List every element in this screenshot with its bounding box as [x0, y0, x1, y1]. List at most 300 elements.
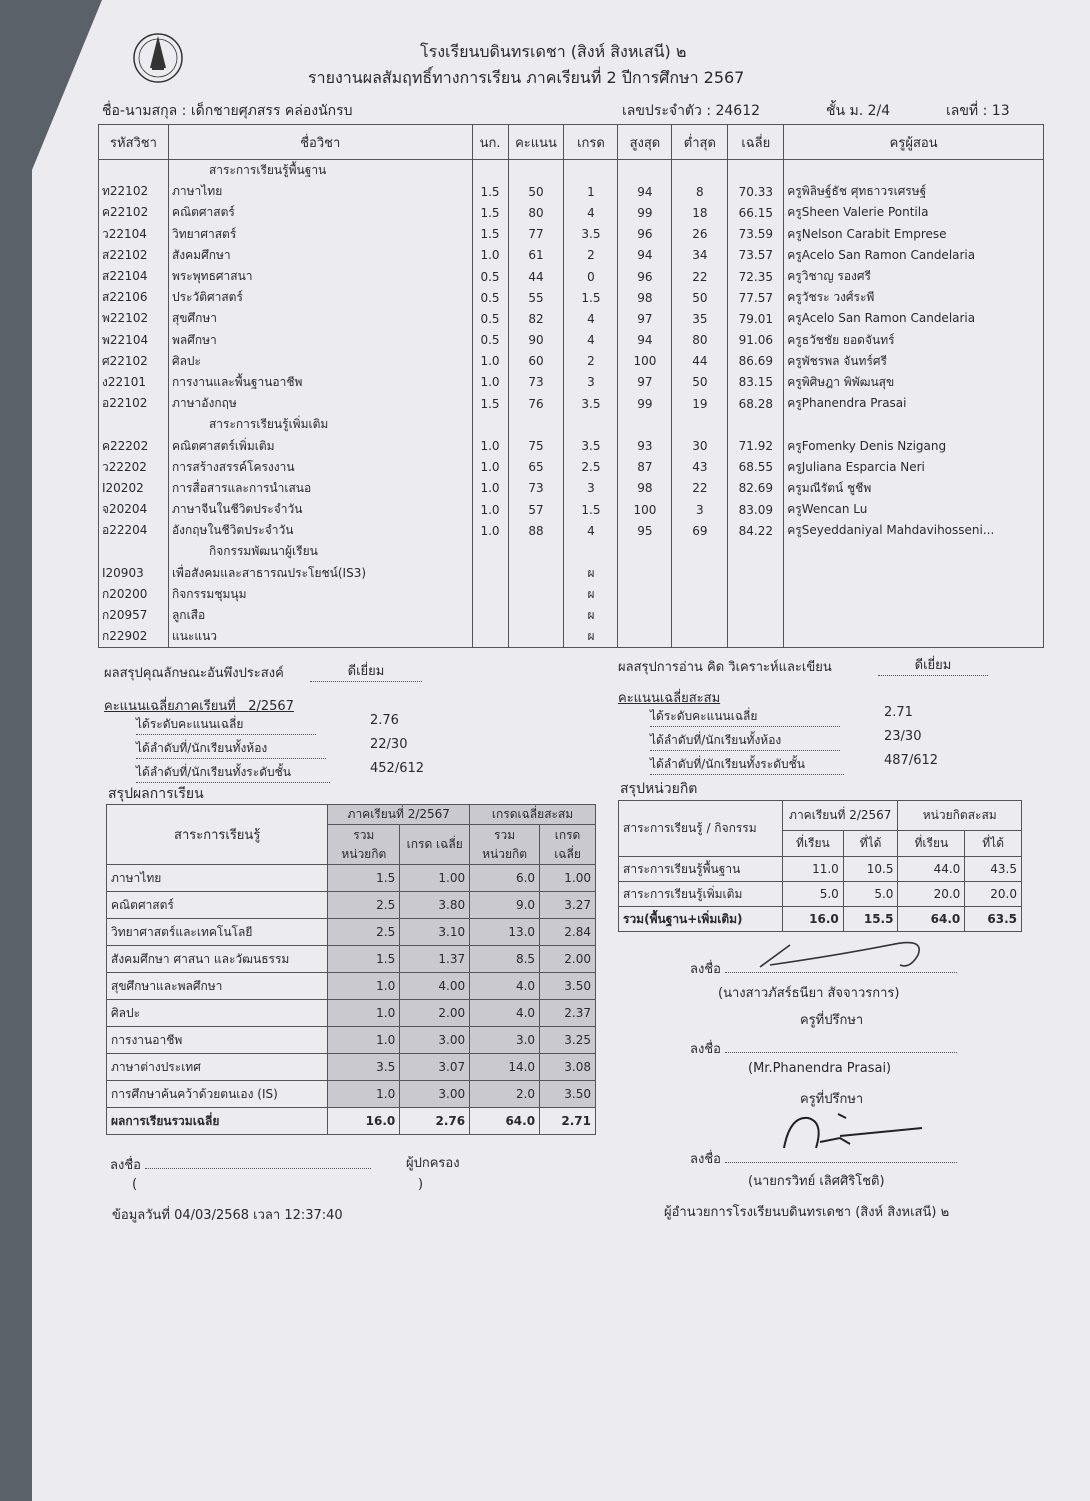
empty-cell	[728, 626, 784, 648]
summary-cell: 3.00	[400, 1081, 470, 1108]
empty-cell	[784, 605, 1044, 626]
grades-header-row	[99, 125, 1044, 160]
subject-row	[99, 393, 1044, 414]
subject-row	[99, 330, 1044, 351]
summary-cell: 3.10	[400, 919, 470, 946]
credits-h-cum: หน่วยกิตสะสม	[898, 801, 1022, 831]
subject-cell: ภาษาไทย	[168, 181, 472, 202]
summary-total-cell: 64.0	[470, 1108, 540, 1135]
cum-level-rank-label: ได้ลำดับที่/นักเรียนทั้งระดับชั้น	[650, 755, 844, 775]
subject-cell: 8	[672, 181, 728, 202]
subject-cell: 0.5	[472, 287, 508, 308]
cum-level-rank: 487/612	[884, 753, 939, 768]
subject-cell: 1.0	[472, 478, 508, 499]
subject-cell: 100	[618, 351, 672, 372]
col-header: คะแนน	[508, 125, 564, 160]
subject-cell: 3.5	[564, 224, 618, 245]
empty-cell	[472, 584, 508, 605]
empty-cell	[618, 605, 672, 626]
subject-cell: จ20204	[99, 499, 169, 520]
summary-h-area: สาระการเรียนรู้	[107, 805, 328, 865]
subject-cell: 99	[618, 202, 672, 223]
subject-cell: 1	[564, 181, 618, 202]
subject-cell: 100	[618, 499, 672, 520]
subject-cell: 94	[618, 181, 672, 202]
empty-cell	[672, 414, 728, 435]
credits-total-row	[619, 907, 1022, 932]
advisor1-name: (นางสาวภัสร์ธนียา สัจจาวรการ)	[718, 986, 900, 1001]
subject-cell: 3	[564, 478, 618, 499]
subject-cell: ส22104	[99, 266, 169, 287]
summary-cell: 6.0	[470, 865, 540, 892]
group-row	[99, 160, 1044, 182]
summary-cell: การงานอาชีพ	[107, 1027, 328, 1054]
subject-cell: ครูAcelo San Ramon Candelaria	[784, 308, 1044, 329]
char-value: ดีเยี่ยม	[310, 660, 422, 682]
col-header: นก.	[472, 125, 508, 160]
student-id: เลขประจำตัว : 24612	[622, 103, 761, 119]
col-header: ครูผู้สอน	[784, 125, 1044, 160]
subject-cell: 0.5	[472, 330, 508, 351]
empty-cell	[508, 414, 564, 435]
student-number: เลขที่ : 13	[946, 103, 1010, 119]
credits-h-studied: ที่เรียน	[783, 831, 844, 857]
summary-title: สรุปผลการเรียน	[108, 786, 204, 802]
subject-cell: 22	[672, 266, 728, 287]
subject-cell: 55	[508, 287, 564, 308]
summary-row	[107, 1054, 596, 1081]
summary-cell: 3.5	[328, 1054, 400, 1081]
summary-cell: 1.0	[328, 1027, 400, 1054]
cum-gpa: 2.71	[884, 705, 913, 720]
subject-cell: พ22104	[99, 330, 169, 351]
subject-row	[99, 435, 1044, 456]
empty-cell	[472, 563, 508, 584]
subject-cell: 3.5	[564, 435, 618, 456]
subject-cell: 1.0	[472, 372, 508, 393]
subject-cell: 1.5	[472, 224, 508, 245]
summary-cell: 4.0	[470, 1000, 540, 1027]
empty-cell	[672, 605, 728, 626]
subject-cell: 69	[672, 520, 728, 541]
empty-cell	[672, 563, 728, 584]
summary-cell: 8.5	[470, 946, 540, 973]
summary-cell: 3.0	[470, 1027, 540, 1054]
credits-cell: 43.5	[965, 857, 1022, 882]
empty-cell	[618, 563, 672, 584]
subject-cell: 97	[618, 372, 672, 393]
subject-cell: 76	[508, 393, 564, 414]
summary-cell: การศึกษาค้นคว้าด้วยตนเอง (IS)	[107, 1081, 328, 1108]
empty-cell	[784, 414, 1044, 435]
subject-cell: พลศึกษา	[168, 330, 472, 351]
subject-cell: ศิลปะ	[168, 351, 472, 372]
empty-cell	[472, 626, 508, 648]
summary-cell: 1.0	[328, 1000, 400, 1027]
subject-cell: 73.59	[728, 224, 784, 245]
credits-total-cell: 64.0	[898, 907, 965, 932]
summary-cell: 1.0	[328, 1081, 400, 1108]
subject-cell: 98	[618, 478, 672, 499]
summary-cell: 1.5	[328, 946, 400, 973]
subject-cell: อังกฤษในชีวิตประจำวัน	[168, 520, 472, 541]
school-name: โรงเรียนบดินทรเดชา (สิงห์ สิงหเสนี) ๒	[420, 42, 687, 61]
subject-cell: 86.69	[728, 351, 784, 372]
subject-cell: 18	[672, 202, 728, 223]
subject-cell: 4	[564, 202, 618, 223]
subject-row	[99, 478, 1044, 499]
subject-cell: 1.0	[472, 520, 508, 541]
subject-cell: 1.5	[472, 202, 508, 223]
activity-name: ลูกเสือ	[168, 605, 472, 626]
advisor2-role: ครูที่ปรึกษา	[800, 1092, 864, 1107]
summary-h-cum-credits: รวม หน่วยกิต	[470, 825, 540, 865]
subject-cell: ครูWencan Lu	[784, 499, 1044, 520]
summary-cell: 1.37	[400, 946, 470, 973]
subject-cell: 0	[564, 266, 618, 287]
subject-cell: 3	[564, 372, 618, 393]
group-label: กิจกรรมพัฒนาผู้เรียน	[168, 541, 472, 562]
subject-cell: ครูNelson Carabit Emprese	[784, 224, 1044, 245]
subject-cell: วิทยาศาสตร์	[168, 224, 472, 245]
summary-cell: 2.00	[400, 1000, 470, 1027]
summary-cell: 2.00	[540, 946, 596, 973]
subject-cell: คณิตศาสตร์เพิ่มเติม	[168, 435, 472, 456]
summary-total-cell: 16.0	[328, 1108, 400, 1135]
empty-cell	[728, 160, 784, 182]
subject-cell: 80	[508, 202, 564, 223]
empty-cell	[564, 160, 618, 182]
empty-cell	[508, 563, 564, 584]
subject-cell: ครูSeyeddaniyal Mahdavihosseni...	[784, 520, 1044, 541]
subject-cell: 34	[672, 245, 728, 266]
summary-cell: 3.50	[540, 1081, 596, 1108]
summary-cell: 3.08	[540, 1054, 596, 1081]
empty-cell	[508, 605, 564, 626]
subject-cell: การสื่อสารและการนำเสนอ	[168, 478, 472, 499]
subject-cell: 82	[508, 308, 564, 329]
empty-cell	[728, 563, 784, 584]
cum-avg-title: คะแนนเฉลี่ยสะสม	[618, 691, 721, 706]
subject-cell: 1.0	[472, 457, 508, 478]
subject-cell: 50	[508, 181, 564, 202]
subject-cell: 1.0	[472, 351, 508, 372]
subject-row	[99, 520, 1044, 541]
empty-cell	[672, 626, 728, 648]
summary-cell: 3.25	[540, 1027, 596, 1054]
empty-cell	[472, 160, 508, 182]
subject-cell: 91.06	[728, 330, 784, 351]
summary-table	[106, 804, 596, 1135]
summary-h-cum: เกรดเฉลี่ยสะสม	[470, 805, 596, 825]
subject-cell: 65	[508, 457, 564, 478]
subject-cell: ภาษาอังกฤษ	[168, 393, 472, 414]
summary-row	[107, 1081, 596, 1108]
summary-total-cell: ผลการเรียนรวมเฉลี่ย	[107, 1108, 328, 1135]
summary-total-cell: 2.71	[540, 1108, 596, 1135]
subject-cell: ครูมณีรัตน์ ชูชีพ	[784, 478, 1044, 499]
empty-cell	[508, 584, 564, 605]
parent-paren-close: )	[418, 1177, 424, 1192]
subject-cell: 77	[508, 224, 564, 245]
subject-cell: 30	[672, 435, 728, 456]
credits-cell: สาระการเรียนรู้พื้นฐาน	[619, 857, 783, 882]
activity-row	[99, 563, 1044, 584]
summary-cell: 3.80	[400, 892, 470, 919]
summary-cell: 4.00	[400, 973, 470, 1000]
summary-row	[107, 1027, 596, 1054]
subject-cell: 50	[672, 372, 728, 393]
group-code-cell	[99, 160, 169, 182]
subject-cell: ครูธวัชชัย ยอดจันทร์	[784, 330, 1044, 351]
summary-row	[107, 946, 596, 973]
col-header: ต่ำสุด	[672, 125, 728, 160]
summary-cell: 4.0	[470, 973, 540, 1000]
subject-cell: ค22102	[99, 202, 169, 223]
group-label: สาระการเรียนรู้เพิ่มเติม	[168, 414, 472, 435]
subject-cell: 95	[618, 520, 672, 541]
term-level-rank: 452/612	[370, 761, 425, 776]
subject-cell: 68.28	[728, 393, 784, 414]
credits-cell: 5.0	[843, 882, 898, 907]
activity-code: ก20957	[99, 605, 169, 626]
activity-result: ผ	[564, 626, 618, 648]
summary-h-term: ภาคเรียนที่ 2/2567	[328, 805, 470, 825]
subject-row	[99, 224, 1044, 245]
summary-cell: 2.37	[540, 1000, 596, 1027]
subject-cell: 87	[618, 457, 672, 478]
subject-cell: 94	[618, 330, 672, 351]
parent-sign: ลงชื่อ	[110, 1154, 371, 1175]
subject-cell: ครูวัชระ วงศ์ระพี	[784, 287, 1044, 308]
subject-cell: 98	[618, 287, 672, 308]
subject-cell: 0.5	[472, 308, 508, 329]
summary-cell: 13.0	[470, 919, 540, 946]
subject-cell: ง22101	[99, 372, 169, 393]
subject-cell: 57	[508, 499, 564, 520]
summary-total-row	[107, 1108, 596, 1135]
summary-cell: 2.0	[470, 1081, 540, 1108]
summary-row	[107, 892, 596, 919]
credits-cell: 20.0	[898, 882, 965, 907]
subject-cell: 50	[672, 287, 728, 308]
empty-cell	[672, 541, 728, 562]
empty-cell	[472, 605, 508, 626]
subject-cell: 1.0	[472, 435, 508, 456]
group-code-cell	[99, 414, 169, 435]
subject-cell: 44	[672, 351, 728, 372]
activity-result: ผ	[564, 584, 618, 605]
subject-cell: 97	[618, 308, 672, 329]
empty-cell	[618, 541, 672, 562]
credits-total-cell: 15.5	[843, 907, 898, 932]
activity-name: แนะแนว	[168, 626, 472, 648]
summary-cell: สุขศึกษาและพลศึกษา	[107, 973, 328, 1000]
summary-cell: 3.27	[540, 892, 596, 919]
subject-cell: ภาษาจีนในชีวิตประจำวัน	[168, 499, 472, 520]
credits-total-cell: รวม(พื้นฐาน+เพิ่มเติม)	[619, 907, 783, 932]
subject-cell: 83.15	[728, 372, 784, 393]
empty-cell	[618, 584, 672, 605]
data-date: ข้อมูลวันที่ 04/03/2568 เวลา 12:37:40	[112, 1208, 343, 1223]
subject-row	[99, 499, 1044, 520]
summary-cell: 2.84	[540, 919, 596, 946]
subject-cell: 66.15	[728, 202, 784, 223]
credits-cell: 10.5	[843, 857, 898, 882]
summary-row	[107, 865, 596, 892]
subject-row	[99, 308, 1044, 329]
empty-cell	[508, 160, 564, 182]
summary-cell: 3.00	[400, 1027, 470, 1054]
col-header: เกรด	[564, 125, 618, 160]
empty-cell	[728, 605, 784, 626]
summary-cell: 9.0	[470, 892, 540, 919]
subject-cell: 1.5	[472, 181, 508, 202]
subject-cell: ครูพัชรพล จันทร์ศรี	[784, 351, 1044, 372]
empty-cell	[728, 541, 784, 562]
subject-row	[99, 457, 1044, 478]
student-name: ชื่อ-นามสกุล : เด็กชายศุภสรร คล่องนักรบ	[102, 103, 353, 119]
subject-cell: 75	[508, 435, 564, 456]
subject-cell: 35	[672, 308, 728, 329]
empty-cell	[618, 160, 672, 182]
term-level-rank-label: ได้ลำดับที่/นักเรียนทั้งระดับชั้น	[136, 763, 330, 783]
col-header: ชื่อวิชา	[168, 125, 472, 160]
subject-cell: ครูPhanendra Prasai	[784, 393, 1044, 414]
empty-cell	[672, 160, 728, 182]
summary-cell: ศิลปะ	[107, 1000, 328, 1027]
activity-code: ก20200	[99, 584, 169, 605]
term-class-rank-label: ได้ลำดับที่/นักเรียนทั้งห้อง	[136, 739, 326, 759]
subject-cell: ครูพิลิษฐ์ธัช ศุทธาวรเศรษฐ์	[784, 181, 1044, 202]
subject-row	[99, 181, 1044, 202]
subject-cell: ประวัติศาสตร์	[168, 287, 472, 308]
subject-cell: พระพุทธศาสนา	[168, 266, 472, 287]
activity-row	[99, 605, 1044, 626]
subject-cell: 96	[618, 224, 672, 245]
subject-cell: 1.0	[472, 245, 508, 266]
subject-cell: 1.5	[472, 393, 508, 414]
summary-cell: 3.50	[540, 973, 596, 1000]
read-label: ผลสรุปการอ่าน คิด วิเคราะห์และเขียน	[618, 660, 832, 675]
empty-cell	[564, 541, 618, 562]
subject-cell: ส22106	[99, 287, 169, 308]
subject-cell: คณิตศาสตร์	[168, 202, 472, 223]
credits-cell: สาระการเรียนรู้เพิ่มเติม	[619, 882, 783, 907]
summary-h-credits: รวม หน่วยกิต	[328, 825, 400, 865]
credits-cell: 5.0	[783, 882, 844, 907]
term-avg-title: คะแนนเฉลี่ยภาคเรียนที่ 2/2567	[104, 699, 294, 714]
summary-h-grade: เกรด เฉลี่ย	[400, 825, 470, 865]
subject-cell: 1.5	[564, 287, 618, 308]
credits-cell: 11.0	[783, 857, 844, 882]
read-value: ดีเยี่ยม	[878, 654, 988, 676]
subject-cell: 60	[508, 351, 564, 372]
empty-cell	[508, 626, 564, 648]
summary-cell: 14.0	[470, 1054, 540, 1081]
col-header: เฉลี่ย	[728, 125, 784, 160]
credits-row	[619, 882, 1022, 907]
summary-cell: ภาษาต่างประเทศ	[107, 1054, 328, 1081]
activity-name: กิจกรรมชุมนุม	[168, 584, 472, 605]
subject-cell: อ22204	[99, 520, 169, 541]
subject-cell: 79.01	[728, 308, 784, 329]
subject-cell: 2	[564, 351, 618, 372]
credits-h-earned: ที่ได้	[843, 831, 898, 857]
empty-cell	[784, 563, 1044, 584]
summary-cell: สังคมศึกษา ศาสนา และวัฒนธรรม	[107, 946, 328, 973]
subject-cell: สุขศึกษา	[168, 308, 472, 329]
subject-cell: 22	[672, 478, 728, 499]
summary-cell: 2.5	[328, 892, 400, 919]
parent-role: ผู้ปกครอง	[406, 1156, 460, 1171]
subject-cell: 73	[508, 478, 564, 499]
subject-cell: 1.0	[472, 499, 508, 520]
grades-table	[98, 124, 1044, 648]
activity-row	[99, 584, 1044, 605]
subject-cell: 26	[672, 224, 728, 245]
subject-cell: ค22202	[99, 435, 169, 456]
subject-cell: 83.09	[728, 499, 784, 520]
empty-cell	[784, 541, 1044, 562]
credits-cell: 20.0	[965, 882, 1022, 907]
activity-result: ผ	[564, 605, 618, 626]
subject-cell: ว22202	[99, 457, 169, 478]
sign-label-3: ลงชื่อ	[690, 1148, 957, 1169]
empty-cell	[472, 414, 508, 435]
credits-total-cell: 16.0	[783, 907, 844, 932]
subject-cell: สังคมศึกษา	[168, 245, 472, 266]
summary-cell: 1.0	[328, 973, 400, 1000]
subject-cell: อ22102	[99, 393, 169, 414]
term-gpa-label: ได้ระดับคะแนนเฉลี่ย	[136, 715, 316, 735]
summary-cell: 1.5	[328, 865, 400, 892]
subject-row	[99, 287, 1044, 308]
director-role: ผู้อำนวยการโรงเรียนบดินทรเดชา (สิงห์ สิงหเสนี) ๒	[664, 1205, 950, 1220]
subject-cell: ครูJuliana Esparcia Neri	[784, 457, 1044, 478]
group-row	[99, 541, 1044, 562]
subject-cell: 43	[672, 457, 728, 478]
subject-cell: พ22102	[99, 308, 169, 329]
col-header: สูงสุด	[618, 125, 672, 160]
subject-cell: ครูพิศิษฎา พิพัฒนสุข	[784, 372, 1044, 393]
subject-cell: 82.69	[728, 478, 784, 499]
summary-cell: 2.5	[328, 919, 400, 946]
credits-h-cum-studied: ที่เรียน	[898, 831, 965, 857]
subject-cell: 84.22	[728, 520, 784, 541]
subject-row	[99, 245, 1044, 266]
summary-cell: 3.07	[400, 1054, 470, 1081]
report-title: รายงานผลสัมฤทธิ์ทางการเรียน ภาคเรียนที่ 2 ปีการศึกษา 2567	[308, 68, 745, 87]
subject-cell: 96	[618, 266, 672, 287]
subject-cell: การงานและพื้นฐานอาชีพ	[168, 372, 472, 393]
cum-class-rank-label: ได้ลำดับที่/นักเรียนทั้งห้อง	[650, 731, 840, 751]
subject-cell: ครูSheen Valerie Pontila	[784, 202, 1044, 223]
subject-cell: 4	[564, 520, 618, 541]
char-label: ผลสรุปคุณลักษณะอันพึงประสงค์	[104, 666, 284, 681]
advisor2-name: (Mr.Phanendra Prasai)	[748, 1061, 892, 1076]
subject-cell: 4	[564, 308, 618, 329]
subject-cell: 19	[672, 393, 728, 414]
empty-cell	[784, 626, 1044, 648]
subject-cell: 2.5	[564, 457, 618, 478]
school-emblem-icon	[130, 28, 186, 84]
credits-h-term: ภาคเรียนที่ 2/2567	[783, 801, 898, 831]
summary-cell: วิทยาศาสตร์และเทคโนโลยี	[107, 919, 328, 946]
group-code-cell	[99, 541, 169, 562]
subject-cell: 99	[618, 393, 672, 414]
subject-cell: 3	[672, 499, 728, 520]
